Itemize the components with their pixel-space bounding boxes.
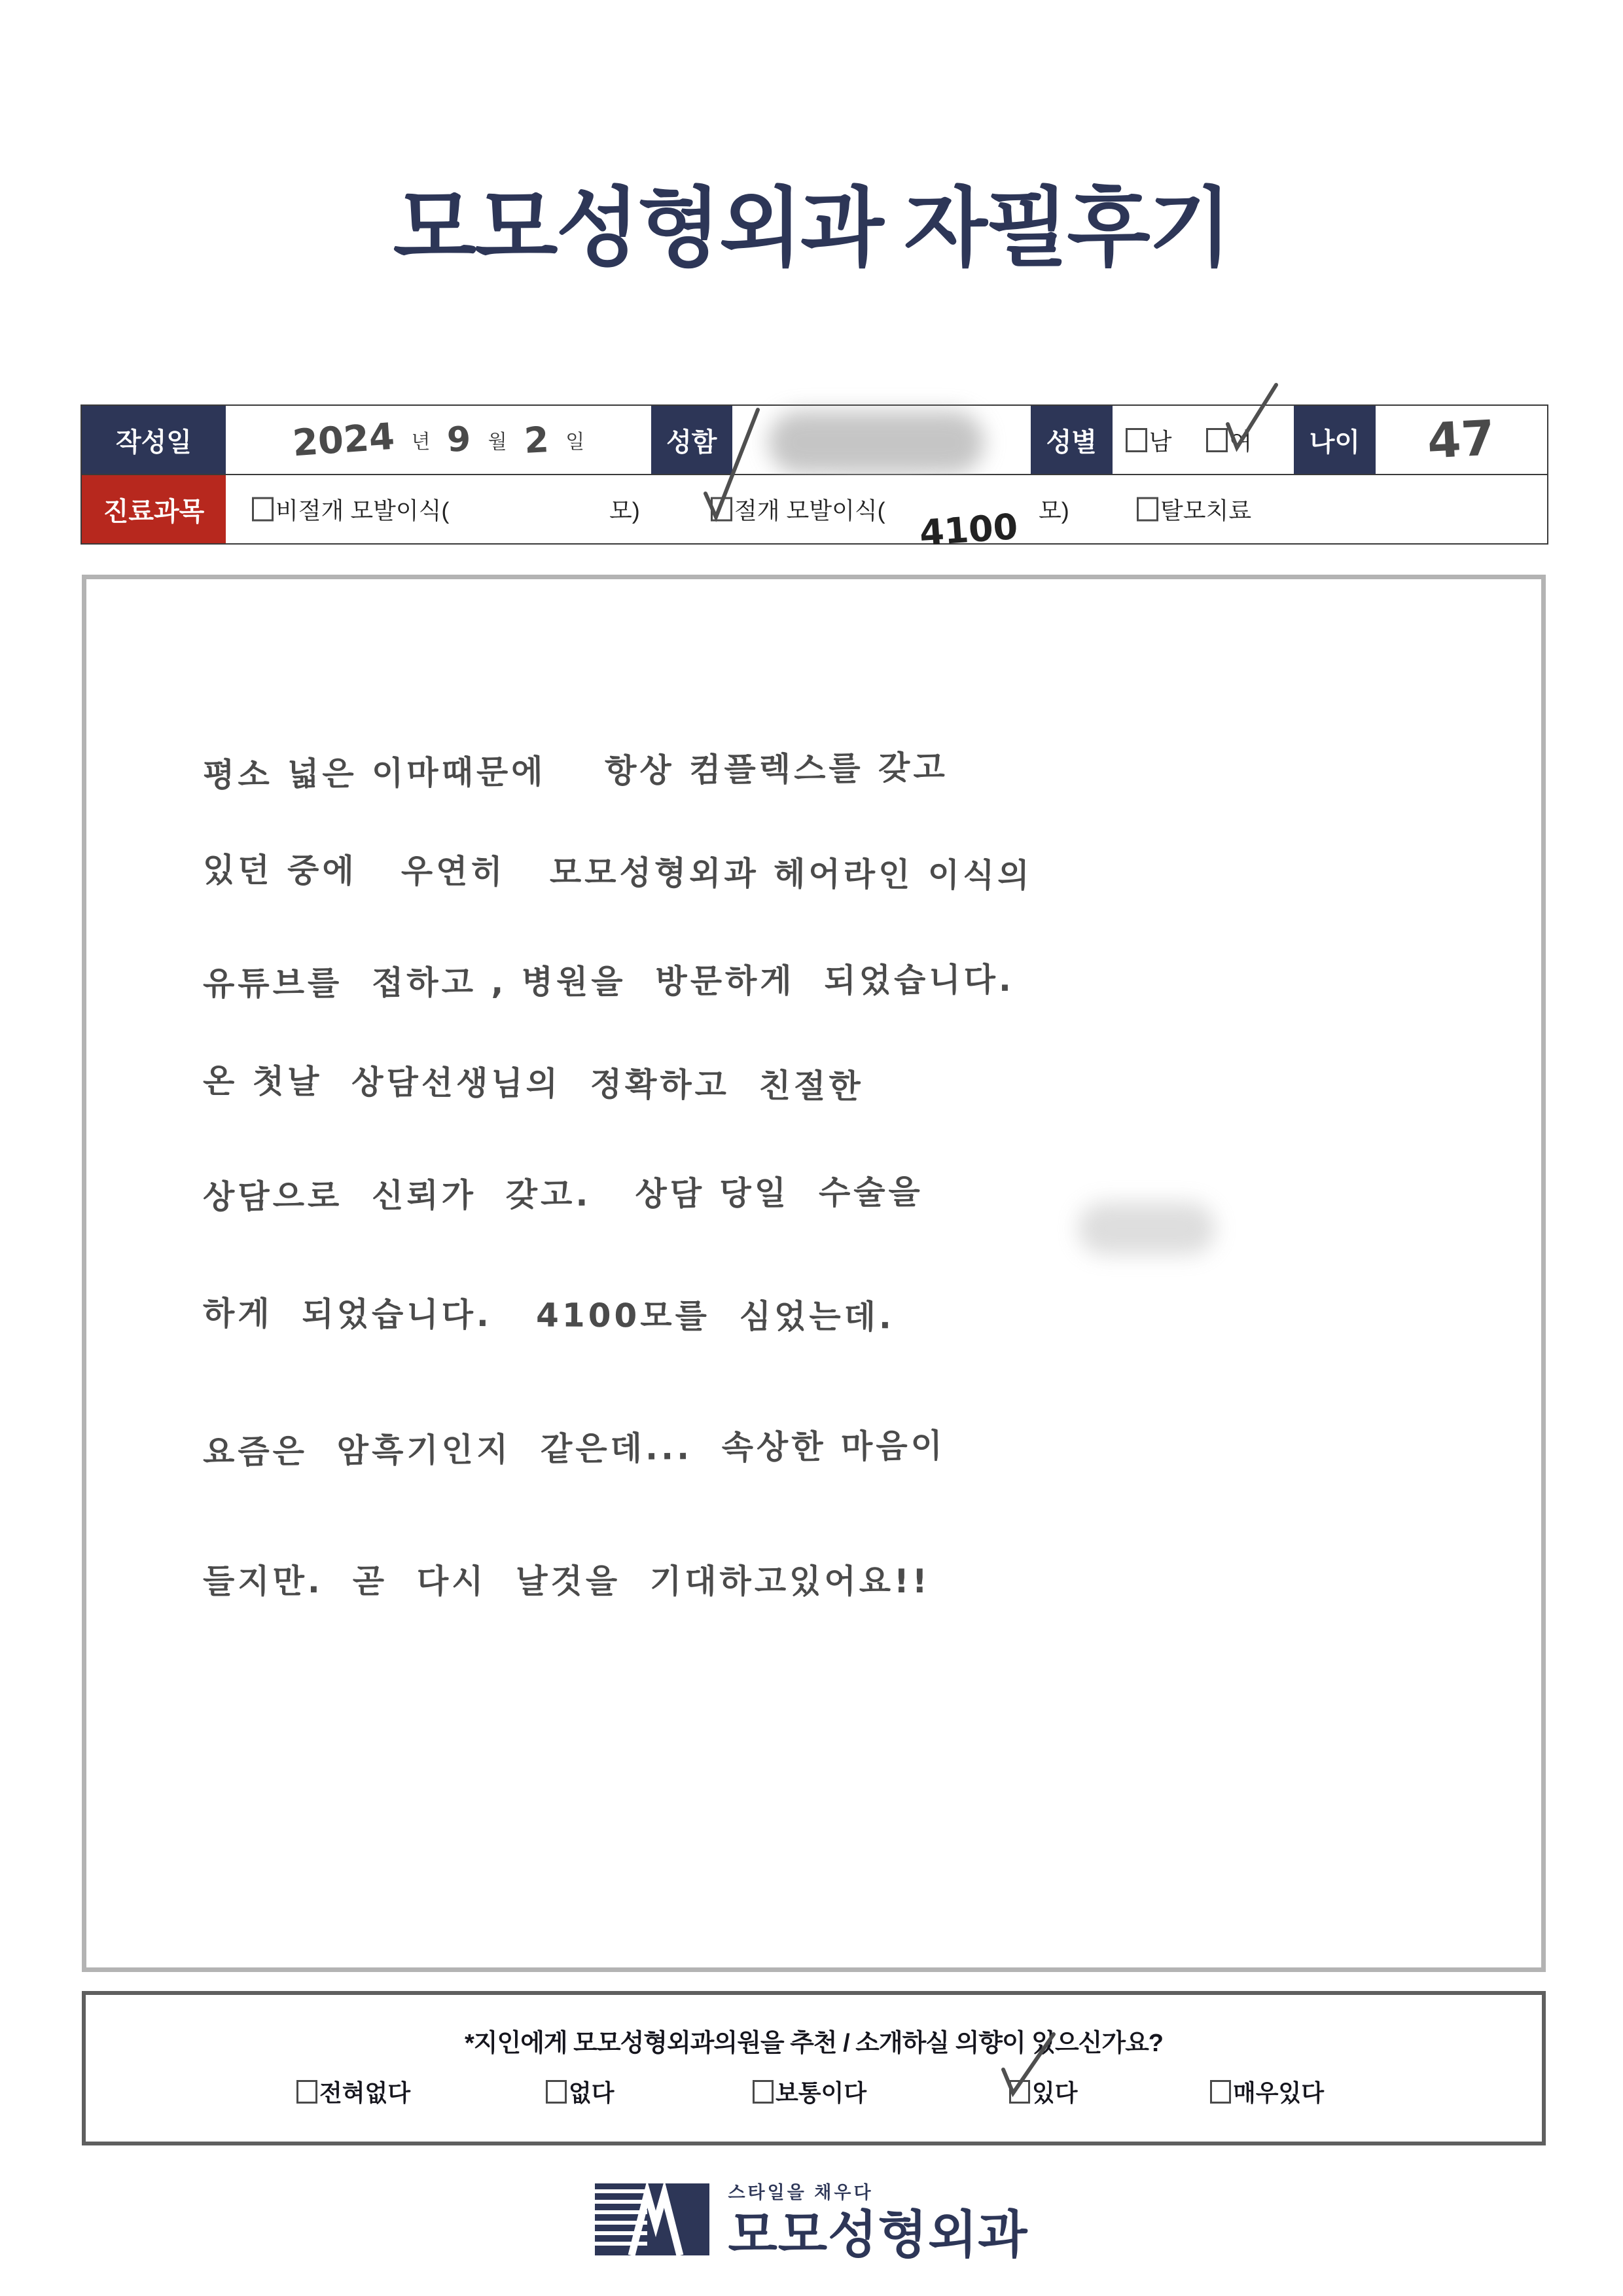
- survey-option-neutral[interactable]: [753, 2075, 866, 2108]
- survey-option-never-label: 전혀없다: [319, 2079, 411, 2106]
- review-line: 온 첫날 상담선생님의 정확하고 친절한: [202, 1062, 864, 1106]
- survey-option-no[interactable]: [546, 2075, 615, 2108]
- date-month-handwritten: 9: [446, 420, 472, 460]
- treatment-hairloss-label: 탈모치료: [1160, 497, 1252, 524]
- gender-option-female[interactable]: [1206, 423, 1253, 457]
- survey-option-yes-label: 있다: [1032, 2079, 1078, 2106]
- date-day-handwritten: 2: [523, 418, 550, 461]
- day-suffix: 일: [565, 431, 585, 453]
- clinic-logo: [0, 2178, 1623, 2263]
- checkbox-hairloss[interactable]: [1137, 497, 1158, 522]
- review-line: 유튜브를 접하고 , 병원을 방문하게 되었습니다.: [202, 960, 1015, 1003]
- treatment-option-non-incision[interactable]: [252, 493, 449, 526]
- checkbox-female[interactable]: [1206, 428, 1228, 452]
- page-title: 모모성형외과 자필후기: [393, 180, 1230, 276]
- survey-option-very[interactable]: [1210, 2075, 1324, 2108]
- month-suffix: 월: [488, 431, 507, 453]
- review-line: 하게 되었습니다. 4100모를 심었는데.: [202, 1294, 895, 1336]
- treatment-incision-label: 절개 모발이식(: [734, 497, 885, 524]
- review-line: 들지만. 곧 다시 날것을 기대하고있어요!!: [203, 1562, 931, 1600]
- checkbox-yes[interactable]: [1009, 2080, 1030, 2104]
- gender-female-label: 여: [1229, 427, 1253, 455]
- logo-m-mark-icon: [595, 2183, 709, 2255]
- checkbox-incision[interactable]: [711, 497, 732, 522]
- age-label: 나이: [1294, 406, 1376, 474]
- gender-label: 성별: [1031, 406, 1113, 474]
- treatment-options: [226, 475, 1546, 554]
- name-field[interactable]: [732, 406, 1031, 474]
- recommendation-survey-box: [82, 1991, 1546, 2145]
- date-field[interactable]: [226, 406, 651, 474]
- info-row-treatment: [82, 475, 1547, 554]
- review-text: [86, 579, 1541, 1602]
- treatment-option-hairloss[interactable]: [1137, 493, 1251, 526]
- patient-info-table: [80, 404, 1548, 554]
- date-label: 작성일: [82, 406, 226, 474]
- treatment-option-incision[interactable]: [711, 493, 885, 526]
- review-line: 요즘은 암흑기인지 같은데... 속상한 마음이: [202, 1426, 946, 1471]
- logo-brand-name: 모모성형외과: [728, 2206, 1028, 2263]
- gender-field: [1113, 406, 1294, 474]
- survey-option-neutral-label: 보통이다: [776, 2079, 867, 2106]
- date-year-handwritten: 2024: [291, 415, 396, 465]
- checkbox-never[interactable]: [296, 2080, 317, 2104]
- checkbox-male[interactable]: [1126, 428, 1147, 452]
- checkbox-non-incision[interactable]: [252, 497, 274, 522]
- name-label: 성함: [651, 406, 732, 474]
- survey-option-very-label: 매우있다: [1233, 2079, 1325, 2106]
- review-line: 상담으로 신뢰가 갖고. 상담 당일 수술을: [202, 1173, 924, 1216]
- treatment-non-incision-label: 비절개 모발이식(: [276, 497, 450, 524]
- info-row-top: [82, 406, 1547, 475]
- graft-count-handwritten: 4100: [918, 505, 1020, 554]
- treatment-incision-suffix: 모): [1039, 497, 1069, 524]
- survey-option-yes[interactable]: [1009, 2075, 1078, 2108]
- checkbox-very[interactable]: [1210, 2080, 1231, 2104]
- gender-male-label: 남: [1149, 427, 1172, 455]
- logo-text: [728, 2178, 1028, 2263]
- survey-question: *지인에게 모모성형외과의원을 추천 / 소개하실 의향이 있으신가요?: [464, 2030, 1164, 2057]
- age-field[interactable]: [1376, 406, 1547, 474]
- name-redaction-blur: [768, 411, 984, 474]
- checkbox-neutral[interactable]: [753, 2080, 774, 2104]
- review-line: 있던 중에 우연히 모모성형외과 헤어라인 이식의: [202, 851, 1033, 895]
- survey-option-never[interactable]: [296, 2075, 410, 2108]
- year-suffix: 년: [411, 431, 431, 453]
- logo-slogan: 스타일을 채우다: [728, 2183, 874, 2202]
- survey-option-no-label: 없다: [569, 2079, 615, 2106]
- treatment-non-incision-suffix: 모): [609, 497, 640, 524]
- review-line: 평소 넓은 이마때문에 항상 컴플렉스를 갖고: [202, 748, 948, 795]
- gender-option-male[interactable]: [1126, 423, 1172, 457]
- treatment-label: 진료과목: [82, 475, 226, 543]
- handwritten-review-box[interactable]: [82, 575, 1546, 1972]
- checkbox-no[interactable]: [546, 2080, 567, 2104]
- age-handwritten: 47: [1426, 410, 1497, 470]
